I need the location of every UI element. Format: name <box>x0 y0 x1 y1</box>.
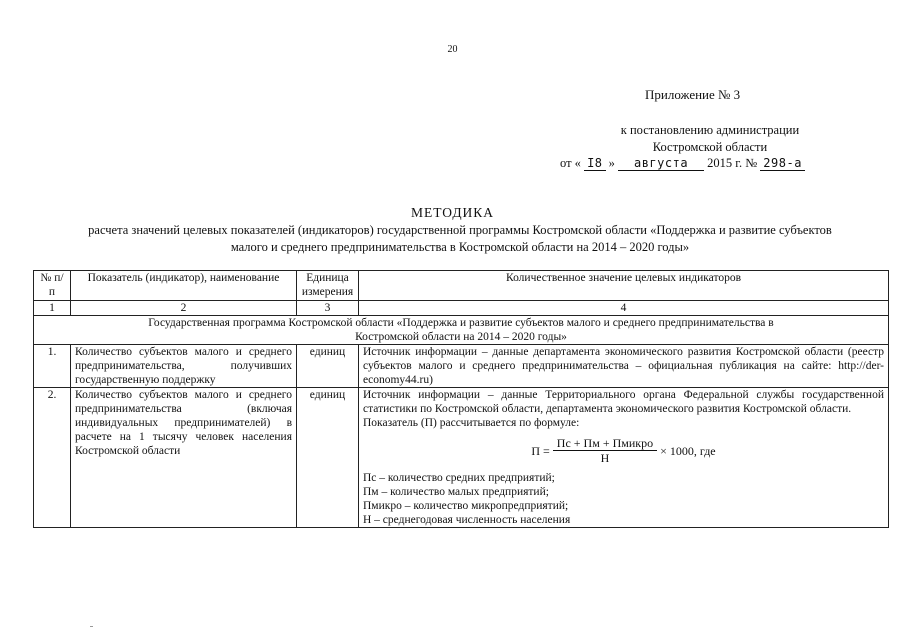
indicator-name: Количество субъектов малого и среднего предпринимательства, получивших государственную поддержку <box>71 345 297 388</box>
header-indicator: Показатель (индикатор), наименование <box>71 271 297 301</box>
formula-fraction <box>553 436 657 465</box>
section-title: Государственная программа Костромской области «Поддержка и развитие субъектов малого и среднего предпринимательства в Костромской области на 2014 – 2020 годы» <box>34 316 889 345</box>
indicator-value-cell <box>359 388 889 528</box>
formula-rhs: × 1000, где <box>660 443 716 458</box>
handwritten-number: 298-а <box>760 156 805 171</box>
document-subtitle: расчета значений целевых показателей (индикаторов) государственной программы Костромской области «Поддержка и развитие субъектов малого и среднего предпринимательства в Костромской области на 2014 – 2020 годы» <box>88 223 832 254</box>
table-row <box>34 388 889 528</box>
year-text: 2015 г. № <box>707 156 758 170</box>
definition: Пмикро – количество микропредприятий; <box>363 500 569 512</box>
col-number: 3 <box>297 301 359 316</box>
table-row <box>34 345 889 388</box>
resolution-line-1: к постановлению администрации <box>620 123 800 137</box>
handwritten-month: августа <box>618 156 704 171</box>
unit: единиц <box>297 345 359 388</box>
resolution-line-2: Костромской области <box>652 140 768 154</box>
header-unit: Единица измерения <box>297 271 359 301</box>
indicator-value: Источник информации – данные департамента экономического развития Костромской области (реестр субъектов малого и среднего предпринимательства – официальная публикация на сайте: http://der-economy44.ru) <box>359 345 889 388</box>
unit: единиц <box>297 388 359 528</box>
formula-numerator: Пс + Пм + Пмикро <box>553 436 657 451</box>
row-number: 2. <box>34 388 71 528</box>
formula <box>363 436 884 465</box>
indicators-table <box>33 270 889 528</box>
indicator-value: Источник информации – данные Территориального органа Федеральной службы государственной статистики по Костромской области, департамента экономического развития Костромской области. <box>363 389 884 415</box>
row-number: 1. <box>34 345 71 388</box>
date-prefix: от « <box>560 156 581 170</box>
col-number: 1 <box>34 301 71 316</box>
handwritten-day: I8 <box>584 156 605 171</box>
formula-lhs: П = <box>531 443 550 458</box>
section-row <box>34 316 889 345</box>
page-number: 20 <box>447 44 458 55</box>
column-number-row <box>34 301 889 316</box>
resolution-reference <box>560 122 860 156</box>
definition: Пс – количество средних предприятий; <box>363 472 555 484</box>
definition: Пм – количество малых предприятий; <box>363 486 549 498</box>
col-number: 2 <box>71 301 297 316</box>
date-mid: » <box>608 156 615 170</box>
header-value: Количественное значение целевых индикаторов <box>359 271 889 301</box>
document-title: МЕТОДИКА <box>410 205 495 220</box>
table-header-row <box>34 271 889 301</box>
appendix-label: Приложение № 3 <box>645 87 741 102</box>
formula-denominator: Н <box>600 451 610 465</box>
formula-intro: Показатель (П) рассчитывается по формуле: <box>363 417 580 429</box>
scan-speck <box>90 626 93 627</box>
resolution-date-line <box>560 156 805 171</box>
indicator-name: Количество субъектов малого и среднего предпринимательства (включая индивидуальных предпринимателей) в расчете на 1 тысячу человек населения Костромской области <box>71 388 297 528</box>
col-number: 4 <box>359 301 889 316</box>
definition: Н – среднегодовая численность населения <box>363 514 571 526</box>
header-no: № п/п <box>34 271 71 301</box>
